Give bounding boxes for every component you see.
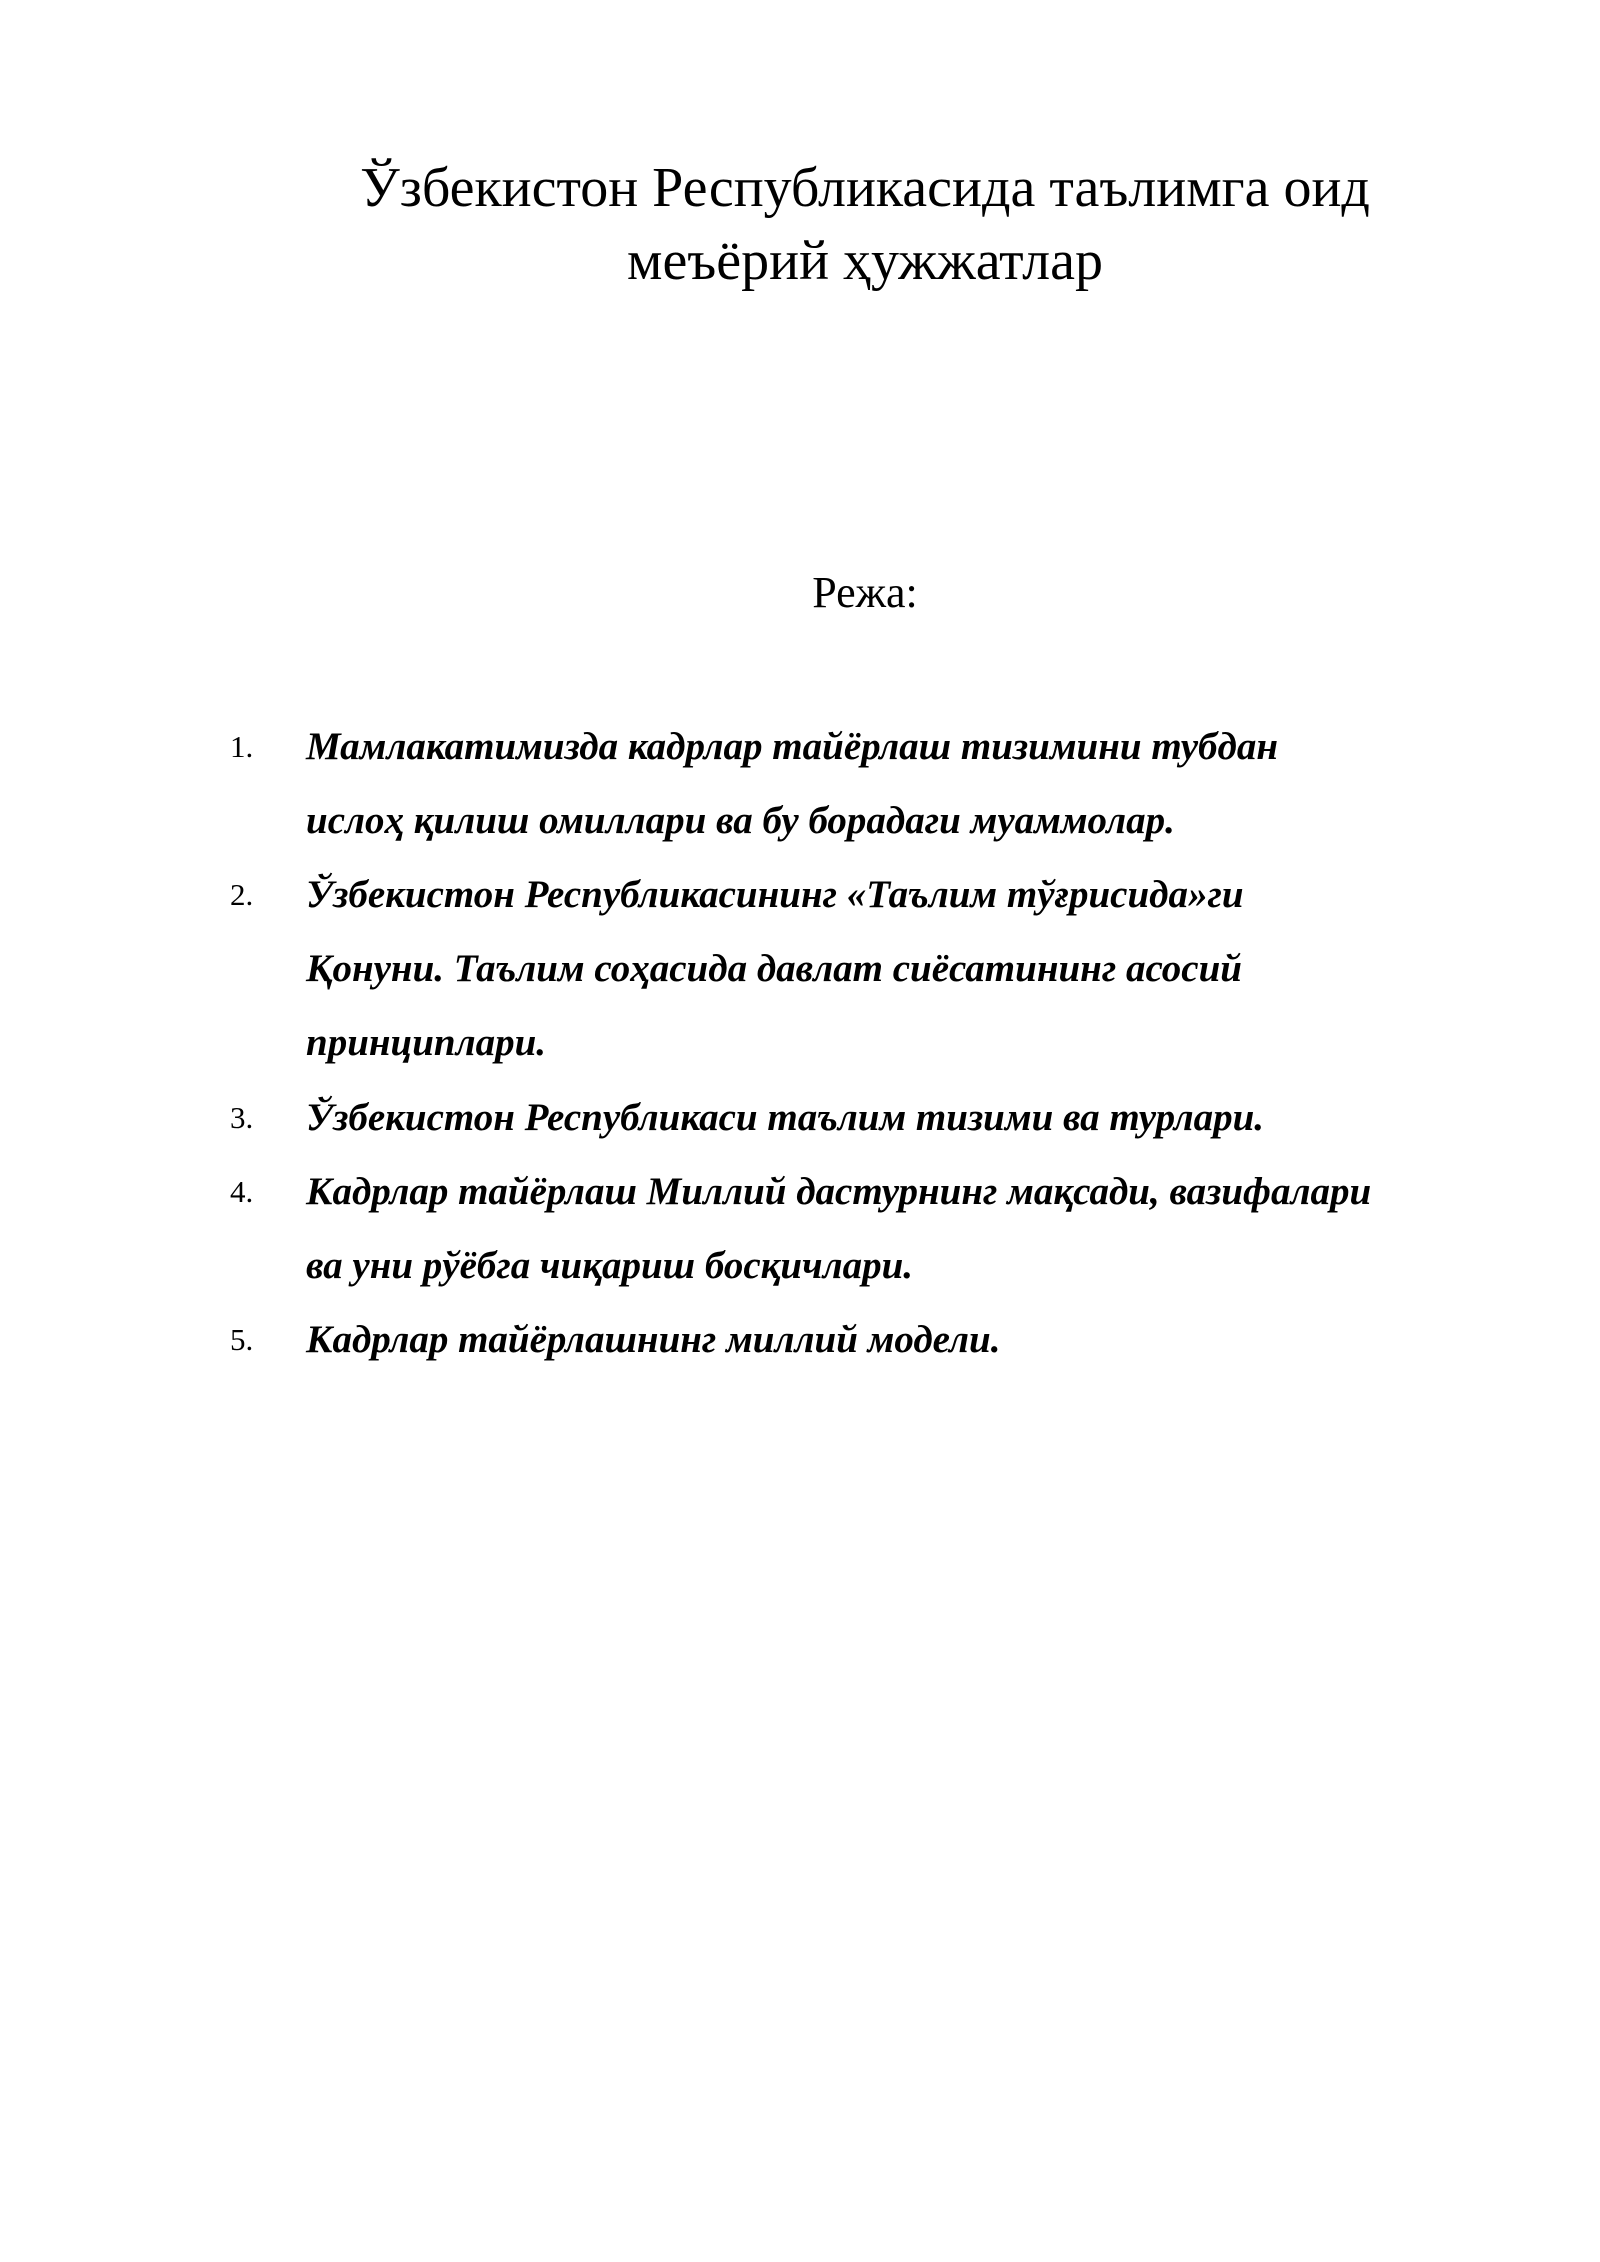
plan-item-3-number: 3.	[230, 1100, 254, 1135]
plan-item-5-line-1	[0, 1303, 1600, 1377]
plan-item-2-line-3	[0, 1006, 1600, 1080]
plan-item-3-line-1	[0, 1081, 1600, 1155]
plan-item-text-line: Қонуни. Таълим соҳасида давлат сиёсатининг асосий	[306, 947, 1242, 990]
plan-item-4-number: 4.	[230, 1174, 254, 1209]
plan-item-text-line: ислоҳ қилиш омиллари ва бу борадаги муаммолар.	[306, 799, 1175, 842]
plan-item-text-line: Ўзбекистон Республикасининг «Таълим тўғрисида»ги	[306, 873, 1244, 916]
plan-item-4-line-1	[0, 1155, 1600, 1229]
document-title-line-1: Ўзбекистон Республикасида таълимга оид	[360, 157, 1370, 219]
plan-item-text-line: Мамлакатимизда кадрлар тайёрлаш тизимини тубдан	[306, 725, 1278, 768]
plan-item-1-line-1	[0, 710, 1600, 784]
plan-item-4-line-2	[0, 1229, 1600, 1303]
plan-item-1-line-2	[0, 784, 1600, 858]
plan-item-2-line-1	[0, 858, 1600, 932]
plan-item-2-line-2	[0, 932, 1600, 1006]
plan-item-1-number: 1.	[230, 729, 254, 764]
plan-item-5-number: 5.	[230, 1322, 254, 1357]
plan-item-2-number: 2.	[230, 877, 254, 912]
plan-item-text-line: ва уни рўёбга чиқариш босқичлари.	[306, 1244, 914, 1287]
document-title-line-2: меъёрий ҳужжатлар	[627, 230, 1103, 292]
plan-item-text-line: Кадрлар тайёрлаш Миллий дастурнинг мақсади, вазифалари	[306, 1170, 1372, 1213]
plan-item-text-line: Кадрлар тайёрлашнинг миллий модели.	[306, 1318, 1001, 1361]
plan-heading: Режа:	[812, 568, 918, 617]
plan-item-text-line: принциплари.	[306, 1021, 547, 1064]
plan-item-text-line: Ўзбекистон Республикаси таълим тизими ва турлари.	[306, 1096, 1265, 1139]
